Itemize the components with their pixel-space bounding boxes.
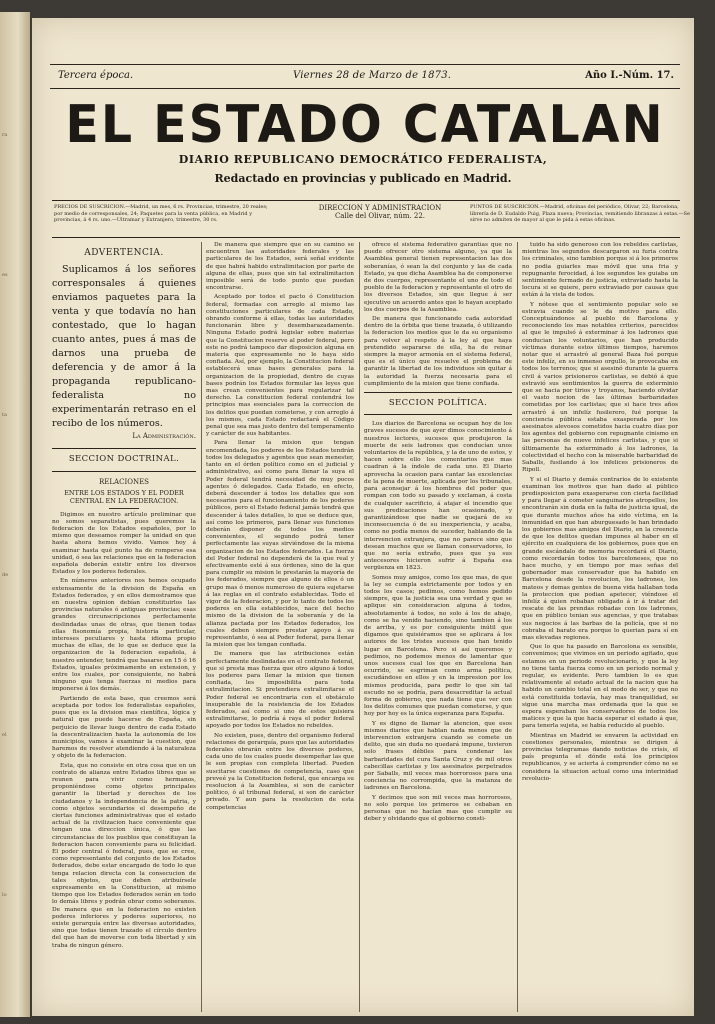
newspaper-page (32, 18, 694, 1016)
dateline-rule (50, 88, 680, 89)
column-2 (206, 242, 354, 1012)
issue-number: Año I.-Núm. 17. (585, 70, 674, 81)
doctrinal-paragraph: De manera que funcionando cada autoridad dentro de la órbita que tiene trazada, ó utilizando la federacion los medios que le da su organismo para volver al respeto á la ley al que haya pretendido separarse de ella, ha de reinar siempre la mayor armonía en el sistema federal, que es el único que resuelve el problema de garantir la libertad de los individuos sin quitar á la autoridad la fuerza necesaria para el cumplimiento de la mision que tiene confiada. (364, 316, 512, 387)
subscription-bar (52, 200, 690, 238)
doctrinal-paragraph: Partiendo de esta base, que creemos será aceptada por todos los federalistas españoles, pues que es la division mas científica, lógica y natural que puede hacerse de España, sin perjuicio de llevar luego dentro de cada Estado la descentralizacion hasta la autonomía de los municipios, vamos á examinar la cuestion, que haremos de resolver atendiendo á la naturaleza y objeto de la federacion. (52, 695, 196, 760)
politics-paragraph: Y si el Diario y demás contrarios de lo existente examinan los motivos que han dado al público predisposicion para exasperarse con cierta facilidad y para llegar á cometer sanguinarios atropellos, los encontrarán sin duda en la falta de justicia igual, de que durante muchos años ha sido víctima, en la inmunidad en que han aburguesado le han brindado los gobiernos mas amigos del Diario, en la creencia de que los delitos quedan impunes al haber en el ejército en cualquiera de los gobiernos, pues que en grande escándalo de memoria recordará el Diario, como recordarán todos los barceloneses, que no hace mucho, y en tiempo por mas señas del gobernador mas conservador que ha habido en Barcelona desde la revolucion, los ladrones, los mateos y demas gentes de buena vida hallaban toda la proteccion que podian apetecer, viéndose el infelíz á quien robaban obligado á ir á tratar del rescate de las prendas robadas con los ladrones, que en público tenian sus agencias, y que tratabas sus negocios á las barbas de la policía, que si no cobraba el barato era porque lo querian para sí en mas elevadas regiones. (522, 476, 678, 641)
column-3 (364, 242, 512, 1012)
adjacent-page-edge: ra es ta de el lo (0, 12, 30, 1017)
column-4 (522, 242, 678, 1012)
section-politica-title: SECCION POLÍTICA. (364, 392, 512, 415)
masthead-tagline: Redactado en provincias y publicado en Madrid. (214, 172, 512, 185)
advertencia-title: ADVERTENCIA. (84, 248, 164, 258)
doctrinal-paragraph: No existen, pues, dentro del organismo federal relaciones de gerarquía, pues que las autoridades federales obrarán entre los diversos poderes, cada uno de los cuales puede desempeñar las que le son propias con completa libertad. Pueden suscitarse cuestiones de competencia, caso que preveé ya la Constitucion federal, que encarga su resolucion á la Asamblea, si son de carácter político, ó al tribunal federal, si son de carácter privado. Y aun para la resolucion de esta competencias (206, 732, 354, 811)
doctrinal-paragraph: Digimos en nuestro artículo preliminar que no somos separatistas, pues queremos la federacion de los Estados españoles, por lo mismo que deseamos romper la unidad en que hasta ahora hemos vivido. Vamos hoy á examinar hasta qué punto ha de romperse esa unidad, ó sea las relaciones que en la federacion española deberán existir entre los diversos Estados y los poderes federales. (52, 511, 196, 576)
doctrinal-paragraph: De manera que las atribuciones están perfectamente deslindadas en el contrato federal, que si presta mas fuerza que otro alguno á todos los poderes para llenar la mision que tienen confiada, les imposibilita para toda extralimitacion. Si pretendiera extralimitarse el Poder federal se encontraria con el obstáculo insuperable de la resistencia de los Estados federados, así como si uno de estos quisiera extralimitarse, lo podría á raya el poder federal apoyado por todos los Estados no rebeldes. (206, 651, 354, 730)
doctrinal-paragraph: ofrece el sistema federativo garantías que no puede ofrecer otro sistema alguno, ya que la Asamblea general tienen representacion las dos soberanías, ó sean la del conjunto y las de cada Estado, ya que dicha Asamblea ha de componerse de dos cuerpos, representante el uno de todo el pueblo de la federacion y representante el otro de los diversos Estados, sin que llegue á ser ejecutivo un acuerdo antes que lo hayan aceptado los dos cuerpos de la Asamblea. (364, 242, 512, 313)
politics-paragraph: Somos muy amigos, como los que mas, de que la ley se cumpla estrictamente por todos y en todos los casos; pedimos, como hemos pedido siempre, que la justicia sea una verdad y que se aplique sin consideracion alguna á todos, absolutamente á todos, no solo á los de abajo, como se ha venido haciendo, sino tambien á los de arriba, y es por consiguiente inútil que digamos que quisiéramos que se aplicara á los autores de los tristes sucesos que han tenido lugar en Barcelona. Pero si así queremos y pedimos, no podemos menos de lamentar que unos sucesos cual los que en Barcelona han ocurrido, se esgriman como arma política, escudándose en ellos y en la impresion por los mismos producida, para pedir lo que sin tal escudo no se podría, para desacreditar la actual forma de gobierno, que nada tiene que ver con los delitos comunes que puedan cometerse, y que hoy por hoy es la única esperanza para España. (364, 574, 512, 718)
doctrinal-paragraph: De manera que siempre que en su camino se encuentren las autoridades federales y las particulares de los Estados, será señal evidente de que habrá habido extralimitacion por parte de alguna de ellas, pues que sin tal extralimitacion imposible será de todo punto que puedan encontrarse. (206, 242, 354, 292)
politics-paragraph: Y nótese que el sentimiento popular solo se estravia cuando se le da motivo para ello. Conceptuándonos al pueblo de Barcelona y reconociendo los mas notables criterios, parecidos al que le impulsó á exterminar á los ladrones que conducian los voluntarios, que han producido víctimas durante estos últimos tiempos, haremos notar que si arrastró al general Baza fué porque este infelíz, en su inmenso orgullo, le provocaba en todos los terrenos; que si asesinó durante la guerra civil á varios prisioneros carlistas, se debió á que estravió sus sentimientos la guerra de exterminio que se hacia por tirios y troyanos, haciendo olvidar el vasto nocion de las últimas barbaridades cometidas por los carlistas; que si hace tres años arrastró á un infelíz fusilerero, fué porque la conciencia pública estaba exasperada por los asesinatos alevosos cometidos hacia cuatro días por los agentes del gobierno con repugnante cinismo en las personas de nueve infelices carlistas, y que si últimamente ha exterminado á los ladrones, la colectividad el hecho con la miserable barbaridad de Saballs, fusilando á los infelices prisioneros de Ripoll. (522, 301, 678, 474)
doctrinal-paragraph: Esta, que no consiste en otra cosa que en un contrato de alianza entre Estados libres que se reunen para vivir como hermanos, proponiéndose como objetos principales garantir la libertad y derechos de los ciudadanos y la independencia de la patria, y como objetos secundarios el desempeño de ciertas funciones administrativas que el estado actual de la civilizacion hace conveniente que tengan una direccion única, ó que las circunstancias de los pueblos que constituyan la federacion hacen conveniente para su felicidad. El poder central ó federal, pues, que se cree, como representante del conjunto de los Estados federados, debe estar encargado de todo lo que tenga relacion directa con la consecucion de tales objetos, que deben atribuírsele expresamente en la Constitucion, al mismo tiempo que los Estados federados serán en todo lo demás libres y podrán obrar como soberanos. De manera que en la federacion no existen poderes inferiores y poderes superiores, no existe gerarquía entre las diversas autoridades, sino que todas tienen trazado el círculo dentro del que han de moverse con toda libertad y sin traba de ningun género. (52, 762, 196, 949)
politics-paragraph: Que lo que ha pasado en Barcelona es sensible, convenimos; que vivimos en un periodo agitado, que estamos en un periodo revolucionario, y que la ley no tiene tanta fuerza como en un periodo normal y regular, es evidente. Pero tambien lo es que relativamente al estado actual de la nacion que ha habido un cambio total en el modo de ser, y que no está constituida todavía, hay mas tranquilidad, se sigue una marcha mas ordenada que la que se espera esperaban los conservadores de todos los matices y que la que hacia esperar el estado á que, para tenerla sujeta, se había reducido al pueblo. (522, 644, 678, 730)
politics-paragraph: tuido ha sido generoso con los rebeldes carlistas, mientras los segundos descargaron su furia contra los criminales, sino tambien porque si á los primeros no podia guiarles mas móvil que una fria y repugnante ferocidad, á los segundos les guiaba un sentimiento fermado de justicia, extraviado hasta la locura si se quiere, pero extraviado por causas que están á la vista de todos. (522, 242, 678, 299)
column-separator (517, 242, 518, 1012)
subscription-prices: PRECIOS DE SUSCRICION.—Madrid, un mes, 6 rs. Provincias, trimestre, 20 reales; por medio de corresponsales, 24; Paquetes para la venta pública, en Madrid y provincias, á 4 rs. uno.—Ultramar y Extranjero, trimestre, 30 rs. (54, 204, 268, 223)
advertencia-body: Suplicamos á los señores corresponsales á quienes enviamos paquetes para la venta y que todavía no han contestado, que lo hagan cuanto antes, pues á mas de darnos una prueba de deferencia y de amor á la propaganda republicano-federalista no experimentarán retraso en el recibo de los números. (52, 264, 196, 430)
column-separator (359, 242, 360, 1012)
masthead-subtitle: DIARIO REPUBLICANO DEMOCRÁTICO FEDERALISTA, (178, 153, 548, 166)
article-title: RELACIONES (99, 477, 149, 486)
column-1 (52, 242, 196, 1012)
masthead-title: EL ESTADO CATALAN (65, 94, 665, 155)
dateline (58, 70, 674, 86)
doctrinal-paragraph: Aceptado por todos el pacto ó Constitucion federal, formadas con arreglo al mismo las constituciones particulares de cada Estado, obrando conforme á ellas, todas las autoridades funcionarán libre y desembarazadamente. Ninguna Estado podrá legislar sobre materias que la Constitucion reserve al poder federal, pero este no podrá tampoco dar disposicion alguna en materia que expresamente no le haya sido confiada. Así, por ejemplo, la Constitucion federal establecerá unas bases generales para la organizacion de la propiedad, dentro de cuyas bases podrán los Estados formular las leyes que mas crean convenientes para regularizar tal derecho. La constitucion federal contendrá los principios mas esenciales para la correccion de los delitos que puedan cometerse, y con arreglo á los mismos, cada Estado redactará el Código penal que sea mas justo dentro del temperamento y carácter de sus habitantes. (206, 294, 354, 438)
politics-paragraph: Y es digno de llamar la atencion, que esos mismos diarios que hablan nada menos que de intervencion extranjera cuando se comete un delito, que sin duda no quedará impune, tuvieron solo frases débiles para condenar las barbaridades del cura Santa Cruz y de mil otros cabecillas carlistas y los asesinatos perpetrados por Saballs, mil veces mas horrorosos para una conciencia no corrompida, que la matanza de ladrones en Barcelona. (364, 720, 512, 792)
subscription-points: PUNTOS DE SUSCRICION.—Madrid, oficinas del periódico, Olivar, 22; Barcelona, librería de D. Eudaldo Puig, Plaza nueva; Provincias, remitiendo libranzas á estas.—Se sirve no admiten de mayor al que le pida á estas oficinas. (470, 204, 690, 223)
doctrinal-paragraph: En números anteriores nos hemos ocupado extensamente de la division de España en Estados federados, y en ellos demostramos que en nuestra opinion debían constituirlos las provincias naturales ó antiguas provincias; esas grandes circunscripciones perfectamente deslindadas unas de otras, que tienen todas ellas fisonomía propia, historia particular, intereses peculiares y hasta idioma propio muchas de ellas, de lo que se deduce que la organizacion de la federacion española, á nuestro entender, tendrá que basarse en 15 ó 16 Estados, iguales próximamente en extension, y entre los cuales, por consiguiente, no habrá ninguno que tenga fuerzas ni medios para imponerse á los demás. (52, 578, 196, 693)
politics-paragraph: Y decimos que son mil veces mas horrorosos, no solo porque los primeros se cebaban en personas que no hacían mas que cumplir su deber y olvidando que el gobierno consti- (364, 794, 512, 823)
article-rule (109, 508, 139, 509)
administration-address: Calle del Olivar, núm. 22. (334, 212, 426, 220)
edition-label: Tercera época. (58, 70, 134, 81)
administration-block (310, 204, 450, 220)
doctrinal-paragraph: Para llenar la mision que tengan encomendada, los poderes de los Estados tendrán todos los delegados y agentes que sean menester, tanto en el órden político como en el judicial y administrativo, así como para llenar la suya el Poder federal tendrá necesidad de muy pocos agentes ó delegados. Cada Estado, en efecto, deberá descender á todos los detalles que son necesarios para el funcionamiento de los poderes públicos, pero el Estado federal jamás tendrá que descender á tales detalles, lo que se deduce que, así como los primeros, para llenar sus funciones deberán disponer de todos los medios convenientes, el segundo podrá tener perfectamente las suyas sirviéndose de la misma organizacion de los Estados federados. La fuerza del Poder federal no dependerá de la que real y efectivamente esté á sus órdenes, sino de la que para cumplir su mision le prestarán la mayoría de los federados, siempre que alguno de ellos ó un grupo mas ó menos numeroso de quiera sujetarse á las reglas en el contrato establecidas. Todo el vigor de la federacion, y por lo tanto de todos los poderes en ella establecidos, nace del hecho mismo de la division de la soberanía y de la alianza pactada por los Estados federados, los cuales deben siempre prestar apoyo á su representante, ó sea al Poder federal, para llenar la mision que les tengan confiada. (206, 440, 354, 649)
politics-paragraph: Mientras en Madrid se envaren la actividad en cuestiones personales, mientras se dirigen á provincias telegramas dando noticias de crísis, el país pregunta el dónde está los principios republicanos, y se acierta á comprender cómo no se considera la situacion actual como una interinidad revolucio- (522, 732, 678, 782)
column-separator (201, 242, 202, 1012)
article-subtitle: ENTRE LOS ESTADOS Y EL PODER CENTRAL EN LA FEDERACION. (64, 488, 184, 505)
top-rule (50, 64, 680, 65)
advertencia-signature: La Administración. (132, 432, 196, 441)
politics-paragraph: Los diarios de Barcelona se ocupan hoy de los graves sucesos de que ayer dimos conocimiento á nuestros lectores, sucesos que produjeron la muerte de seis ladrones que conducían unos voluntarios de la república, y la de uno de estos, y hacen sobre ello los comentarios que mas cuadran á la índole de cada uno. El Diario aprovecha la ocasion para cantar las excelencias de la pena de muerte, aplicada por los tribunales, para aconsejar á los hombres del poder que rompan con todo su pasado y exclaman, á costa de cualquier sacrificio, á atajar el incendio que sus predicaciones han ocasionado, y garantizándose que nadie se quejará de su inconsecuencia ó de su inexperiencia, y acaba, como no podía menos de suceder, hablando de la intervencion extranjera, que no parece sino que desean muchos que se llaman conservadores, lo que no sería extraño, pues que ya sus antecesores hicieron sufrir á España esa vergüenza en 1823. (364, 421, 512, 572)
section-doctrinal-title: SECCION DOCTRINAL. (52, 448, 196, 471)
issue-date: Viernes 28 de Marzo de 1873. (293, 70, 452, 81)
administration-title: DIRECCION Y ADMINISTRACION (318, 204, 442, 212)
